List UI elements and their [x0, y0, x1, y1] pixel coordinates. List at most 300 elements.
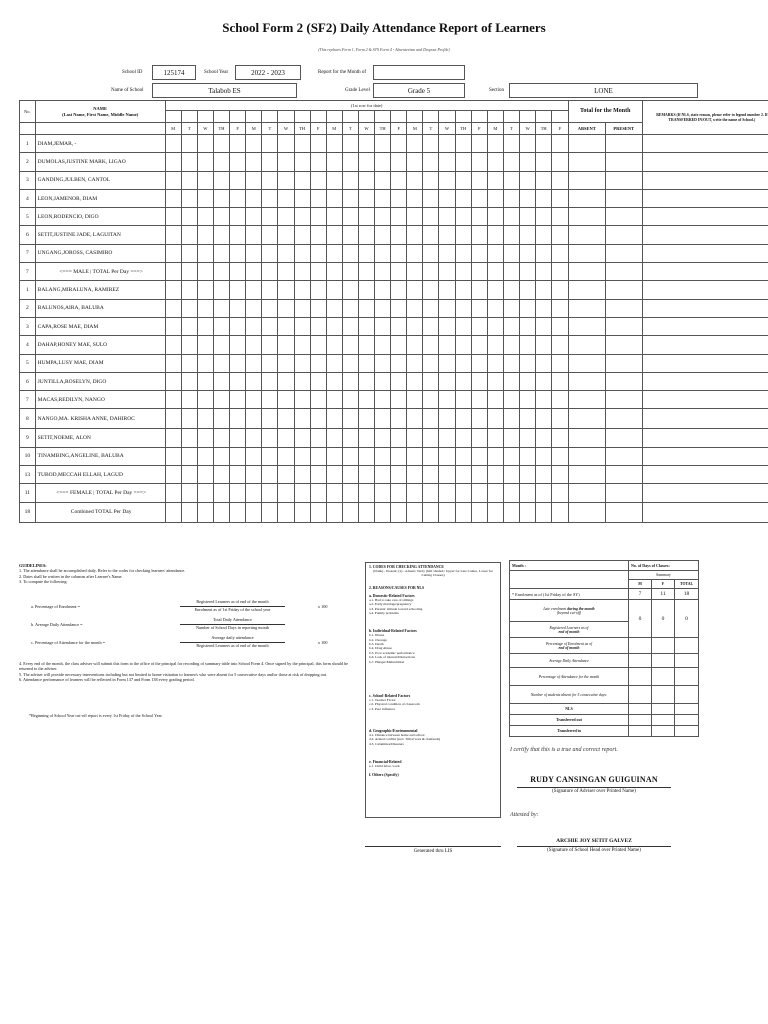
- attendance-cell[interactable]: [503, 372, 519, 390]
- attendance-cell[interactable]: [423, 135, 439, 153]
- attendance-cell[interactable]: [375, 244, 391, 262]
- attendance-cell[interactable]: [181, 244, 197, 262]
- attendance-cell[interactable]: [487, 317, 503, 335]
- date-cell[interactable]: [342, 111, 358, 123]
- attendance-cell[interactable]: [278, 336, 294, 354]
- absent-cell[interactable]: [568, 391, 605, 409]
- attendance-cell[interactable]: [294, 281, 310, 299]
- absent-cell[interactable]: [568, 466, 605, 484]
- attendance-cell[interactable]: [375, 372, 391, 390]
- attendance-cell[interactable]: [375, 502, 391, 522]
- attendance-cell[interactable]: [471, 429, 487, 447]
- attendance-cell[interactable]: [278, 135, 294, 153]
- remarks-cell[interactable]: [642, 409, 768, 429]
- attendance-cell[interactable]: [246, 244, 262, 262]
- attendance-cell[interactable]: [262, 189, 278, 207]
- attendance-cell[interactable]: [552, 171, 569, 189]
- remarks-cell[interactable]: [642, 244, 768, 262]
- date-cell[interactable]: [487, 111, 503, 123]
- attendance-cell[interactable]: [358, 189, 374, 207]
- attendance-cell[interactable]: [358, 391, 374, 409]
- attendance-cell[interactable]: [536, 391, 552, 409]
- attendance-cell[interactable]: [181, 409, 197, 429]
- attendance-cell[interactable]: [326, 336, 342, 354]
- attendance-cell[interactable]: [246, 447, 262, 465]
- attendance-cell[interactable]: [246, 153, 262, 171]
- attendance-cell[interactable]: [246, 336, 262, 354]
- attendance-cell[interactable]: [503, 299, 519, 317]
- attendance-cell[interactable]: [181, 208, 197, 226]
- attendance-cell[interactable]: [181, 153, 197, 171]
- attendance-cell[interactable]: [423, 336, 439, 354]
- attendance-cell[interactable]: [471, 153, 487, 171]
- attendance-cell[interactable]: [391, 484, 407, 502]
- attendance-cell[interactable]: [503, 336, 519, 354]
- attendance-cell[interactable]: [262, 447, 278, 465]
- attendance-cell[interactable]: [407, 409, 423, 429]
- attendance-cell[interactable]: [407, 502, 423, 522]
- attendance-cell[interactable]: [520, 466, 536, 484]
- attendance-cell[interactable]: [358, 354, 374, 372]
- attendance-cell[interactable]: [439, 208, 455, 226]
- attendance-cell[interactable]: [552, 153, 569, 171]
- attendance-cell[interactable]: [165, 354, 181, 372]
- attendance-cell[interactable]: [487, 391, 503, 409]
- attendance-cell[interactable]: [246, 484, 262, 502]
- present-cell[interactable]: [605, 135, 642, 153]
- attendance-cell[interactable]: [165, 409, 181, 429]
- absent-cell[interactable]: [568, 409, 605, 429]
- attendance-cell[interactable]: [471, 299, 487, 317]
- attendance-cell[interactable]: [455, 299, 471, 317]
- attendance-cell[interactable]: [439, 263, 455, 281]
- attendance-cell[interactable]: [326, 135, 342, 153]
- absent-cell[interactable]: [568, 372, 605, 390]
- attendance-cell[interactable]: [536, 189, 552, 207]
- attendance-cell[interactable]: [294, 354, 310, 372]
- attendance-cell[interactable]: [503, 429, 519, 447]
- attendance-cell[interactable]: [520, 244, 536, 262]
- attendance-cell[interactable]: [423, 484, 439, 502]
- remarks-cell[interactable]: [642, 372, 768, 390]
- remarks-cell[interactable]: [642, 447, 768, 465]
- present-cell[interactable]: [605, 354, 642, 372]
- attendance-cell[interactable]: [294, 226, 310, 244]
- attendance-cell[interactable]: [375, 208, 391, 226]
- attendance-cell[interactable]: [552, 281, 569, 299]
- attendance-cell[interactable]: [246, 281, 262, 299]
- attendance-cell[interactable]: [342, 447, 358, 465]
- attendance-cell[interactable]: [197, 336, 213, 354]
- remarks-cell[interactable]: [642, 153, 768, 171]
- attendance-cell[interactable]: [230, 263, 246, 281]
- attendance-cell[interactable]: [358, 502, 374, 522]
- attendance-cell[interactable]: [552, 429, 569, 447]
- attendance-cell[interactable]: [375, 484, 391, 502]
- attendance-cell[interactable]: [342, 354, 358, 372]
- attendance-cell[interactable]: [262, 502, 278, 522]
- attendance-cell[interactable]: [342, 317, 358, 335]
- attendance-cell[interactable]: [375, 354, 391, 372]
- attendance-cell[interactable]: [165, 171, 181, 189]
- attendance-cell[interactable]: [294, 409, 310, 429]
- attendance-cell[interactable]: [213, 208, 229, 226]
- attendance-cell[interactable]: [342, 299, 358, 317]
- attendance-cell[interactable]: [536, 153, 552, 171]
- attendance-cell[interactable]: [455, 153, 471, 171]
- attendance-cell[interactable]: [471, 409, 487, 429]
- attendance-cell[interactable]: [310, 208, 326, 226]
- remarks-cell[interactable]: [642, 502, 768, 522]
- attendance-cell[interactable]: [552, 336, 569, 354]
- date-cell[interactable]: [165, 111, 181, 123]
- attendance-cell[interactable]: [310, 189, 326, 207]
- attendance-cell[interactable]: [278, 208, 294, 226]
- attendance-cell[interactable]: [552, 189, 569, 207]
- attendance-cell[interactable]: [310, 336, 326, 354]
- remarks-cell[interactable]: [642, 391, 768, 409]
- attendance-cell[interactable]: [326, 484, 342, 502]
- absent-cell[interactable]: [568, 208, 605, 226]
- attendance-cell[interactable]: [455, 226, 471, 244]
- attendance-cell[interactable]: [552, 372, 569, 390]
- attendance-cell[interactable]: [520, 409, 536, 429]
- attendance-cell[interactable]: [536, 281, 552, 299]
- attendance-cell[interactable]: [552, 466, 569, 484]
- attendance-cell[interactable]: [197, 466, 213, 484]
- attendance-cell[interactable]: [375, 263, 391, 281]
- attendance-cell[interactable]: [503, 171, 519, 189]
- absent-cell[interactable]: [568, 447, 605, 465]
- attendance-cell[interactable]: [520, 281, 536, 299]
- attendance-cell[interactable]: [358, 372, 374, 390]
- attendance-cell[interactable]: [326, 299, 342, 317]
- attendance-cell[interactable]: [375, 429, 391, 447]
- attendance-cell[interactable]: [294, 153, 310, 171]
- attendance-cell[interactable]: [326, 317, 342, 335]
- attendance-cell[interactable]: [391, 281, 407, 299]
- attendance-cell[interactable]: [455, 372, 471, 390]
- absent-cell[interactable]: [568, 281, 605, 299]
- attendance-cell[interactable]: [375, 153, 391, 171]
- attendance-cell[interactable]: [326, 372, 342, 390]
- attendance-cell[interactable]: [246, 208, 262, 226]
- attendance-cell[interactable]: [246, 372, 262, 390]
- attendance-cell[interactable]: [536, 336, 552, 354]
- absent-cell[interactable]: [568, 226, 605, 244]
- attendance-cell[interactable]: [358, 447, 374, 465]
- date-cell[interactable]: [423, 111, 439, 123]
- attendance-cell[interactable]: [391, 226, 407, 244]
- attendance-cell[interactable]: [536, 409, 552, 429]
- attendance-cell[interactable]: [262, 466, 278, 484]
- date-cell[interactable]: [358, 111, 374, 123]
- attendance-cell[interactable]: [407, 484, 423, 502]
- attendance-cell[interactable]: [358, 153, 374, 171]
- attendance-cell[interactable]: [213, 409, 229, 429]
- attendance-cell[interactable]: [358, 409, 374, 429]
- attendance-cell[interactable]: [326, 354, 342, 372]
- attendance-cell[interactable]: [552, 409, 569, 429]
- attendance-cell[interactable]: [407, 299, 423, 317]
- attendance-cell[interactable]: [213, 466, 229, 484]
- attendance-cell[interactable]: [213, 502, 229, 522]
- attendance-cell[interactable]: [246, 391, 262, 409]
- attendance-cell[interactable]: [520, 153, 536, 171]
- attendance-cell[interactable]: [246, 429, 262, 447]
- attendance-cell[interactable]: [213, 135, 229, 153]
- attendance-cell[interactable]: [278, 409, 294, 429]
- attendance-cell[interactable]: [197, 429, 213, 447]
- attendance-cell[interactable]: [487, 281, 503, 299]
- attendance-cell[interactable]: [342, 502, 358, 522]
- attendance-cell[interactable]: [471, 226, 487, 244]
- attendance-cell[interactable]: [358, 299, 374, 317]
- attendance-cell[interactable]: [423, 208, 439, 226]
- attendance-cell[interactable]: [407, 336, 423, 354]
- attendance-cell[interactable]: [536, 484, 552, 502]
- attendance-cell[interactable]: [294, 391, 310, 409]
- attendance-cell[interactable]: [294, 447, 310, 465]
- attendance-cell[interactable]: [213, 372, 229, 390]
- attendance-cell[interactable]: [181, 171, 197, 189]
- attendance-cell[interactable]: [423, 244, 439, 262]
- attendance-cell[interactable]: [423, 354, 439, 372]
- attendance-cell[interactable]: [439, 372, 455, 390]
- attendance-cell[interactable]: [246, 502, 262, 522]
- attendance-cell[interactable]: [278, 466, 294, 484]
- attendance-cell[interactable]: [503, 208, 519, 226]
- grade-level-field[interactable]: Grade 5: [373, 83, 465, 98]
- attendance-cell[interactable]: [536, 466, 552, 484]
- attendance-cell[interactable]: [503, 447, 519, 465]
- attendance-cell[interactable]: [503, 502, 519, 522]
- present-cell[interactable]: [605, 372, 642, 390]
- attendance-cell[interactable]: [197, 171, 213, 189]
- attendance-cell[interactable]: [358, 263, 374, 281]
- attendance-cell[interactable]: [503, 281, 519, 299]
- attendance-cell[interactable]: [326, 244, 342, 262]
- absent-cell[interactable]: [568, 317, 605, 335]
- attendance-cell[interactable]: [520, 336, 536, 354]
- date-cell[interactable]: [310, 111, 326, 123]
- attendance-cell[interactable]: [439, 409, 455, 429]
- attendance-cell[interactable]: [262, 299, 278, 317]
- attendance-cell[interactable]: [213, 391, 229, 409]
- attendance-cell[interactable]: [294, 372, 310, 390]
- attendance-cell[interactable]: [487, 466, 503, 484]
- attendance-cell[interactable]: [278, 153, 294, 171]
- absent-cell[interactable]: [568, 171, 605, 189]
- attendance-cell[interactable]: [165, 466, 181, 484]
- attendance-cell[interactable]: [552, 226, 569, 244]
- attendance-cell[interactable]: [520, 208, 536, 226]
- attendance-cell[interactable]: [262, 153, 278, 171]
- attendance-cell[interactable]: [278, 391, 294, 409]
- attendance-cell[interactable]: [375, 447, 391, 465]
- absent-cell[interactable]: [568, 244, 605, 262]
- attendance-cell[interactable]: [213, 447, 229, 465]
- attendance-cell[interactable]: [181, 317, 197, 335]
- attendance-cell[interactable]: [342, 429, 358, 447]
- date-cell[interactable]: [294, 111, 310, 123]
- attendance-cell[interactable]: [246, 135, 262, 153]
- present-cell[interactable]: [605, 484, 642, 502]
- attendance-cell[interactable]: [503, 317, 519, 335]
- attendance-cell[interactable]: [165, 317, 181, 335]
- attendance-cell[interactable]: [213, 317, 229, 335]
- attendance-cell[interactable]: [230, 502, 246, 522]
- attendance-cell[interactable]: [294, 244, 310, 262]
- attendance-cell[interactable]: [310, 135, 326, 153]
- present-cell[interactable]: [605, 391, 642, 409]
- attendance-cell[interactable]: [358, 226, 374, 244]
- attendance-cell[interactable]: [294, 484, 310, 502]
- attendance-cell[interactable]: [197, 372, 213, 390]
- attendance-cell[interactable]: [455, 354, 471, 372]
- absent-cell[interactable]: [568, 135, 605, 153]
- attendance-cell[interactable]: [342, 281, 358, 299]
- attendance-cell[interactable]: [246, 354, 262, 372]
- remarks-cell[interactable]: [642, 263, 768, 281]
- attendance-cell[interactable]: [230, 391, 246, 409]
- attendance-cell[interactable]: [471, 502, 487, 522]
- attendance-cell[interactable]: [439, 299, 455, 317]
- attendance-cell[interactable]: [487, 429, 503, 447]
- attendance-cell[interactable]: [423, 153, 439, 171]
- section-field[interactable]: LONE: [509, 83, 698, 98]
- attendance-cell[interactable]: [262, 244, 278, 262]
- attendance-cell[interactable]: [520, 429, 536, 447]
- attendance-cell[interactable]: [230, 466, 246, 484]
- remarks-cell[interactable]: [642, 135, 768, 153]
- attendance-cell[interactable]: [213, 484, 229, 502]
- attendance-cell[interactable]: [358, 208, 374, 226]
- attendance-cell[interactable]: [326, 171, 342, 189]
- attendance-cell[interactable]: [552, 391, 569, 409]
- absent-cell[interactable]: [568, 189, 605, 207]
- attendance-cell[interactable]: [278, 484, 294, 502]
- attendance-cell[interactable]: [407, 281, 423, 299]
- attendance-cell[interactable]: [391, 317, 407, 335]
- attendance-cell[interactable]: [326, 226, 342, 244]
- attendance-cell[interactable]: [439, 502, 455, 522]
- attendance-cell[interactable]: [230, 135, 246, 153]
- attendance-cell[interactable]: [165, 447, 181, 465]
- attendance-cell[interactable]: [487, 244, 503, 262]
- attendance-cell[interactable]: [262, 391, 278, 409]
- attendance-cell[interactable]: [230, 299, 246, 317]
- attendance-cell[interactable]: [423, 263, 439, 281]
- attendance-cell[interactable]: [310, 299, 326, 317]
- date-cell[interactable]: [197, 111, 213, 123]
- attendance-cell[interactable]: [439, 447, 455, 465]
- attendance-cell[interactable]: [375, 135, 391, 153]
- attendance-cell[interactable]: [262, 429, 278, 447]
- attendance-cell[interactable]: [391, 263, 407, 281]
- attendance-cell[interactable]: [471, 466, 487, 484]
- attendance-cell[interactable]: [407, 244, 423, 262]
- attendance-cell[interactable]: [391, 354, 407, 372]
- date-cell[interactable]: [455, 111, 471, 123]
- attendance-cell[interactable]: [310, 354, 326, 372]
- attendance-cell[interactable]: [455, 208, 471, 226]
- attendance-cell[interactable]: [294, 299, 310, 317]
- attendance-cell[interactable]: [487, 299, 503, 317]
- attendance-cell[interactable]: [471, 372, 487, 390]
- attendance-cell[interactable]: [487, 484, 503, 502]
- attendance-cell[interactable]: [552, 135, 569, 153]
- attendance-cell[interactable]: [165, 391, 181, 409]
- attendance-cell[interactable]: [407, 135, 423, 153]
- attendance-cell[interactable]: [471, 281, 487, 299]
- attendance-cell[interactable]: [262, 409, 278, 429]
- attendance-cell[interactable]: [407, 391, 423, 409]
- present-cell[interactable]: [605, 429, 642, 447]
- attendance-cell[interactable]: [310, 171, 326, 189]
- attendance-cell[interactable]: [230, 336, 246, 354]
- present-cell[interactable]: [605, 208, 642, 226]
- attendance-cell[interactable]: [294, 429, 310, 447]
- attendance-cell[interactable]: [197, 244, 213, 262]
- attendance-cell[interactable]: [536, 429, 552, 447]
- attendance-cell[interactable]: [407, 153, 423, 171]
- attendance-cell[interactable]: [197, 263, 213, 281]
- attendance-cell[interactable]: [230, 153, 246, 171]
- attendance-cell[interactable]: [262, 281, 278, 299]
- attendance-cell[interactable]: [262, 336, 278, 354]
- attendance-cell[interactable]: [213, 226, 229, 244]
- attendance-cell[interactable]: [423, 429, 439, 447]
- attendance-cell[interactable]: [423, 299, 439, 317]
- attendance-cell[interactable]: [310, 372, 326, 390]
- attendance-cell[interactable]: [471, 336, 487, 354]
- attendance-cell[interactable]: [455, 409, 471, 429]
- attendance-cell[interactable]: [213, 153, 229, 171]
- attendance-cell[interactable]: [230, 281, 246, 299]
- attendance-cell[interactable]: [520, 189, 536, 207]
- attendance-cell[interactable]: [391, 447, 407, 465]
- present-cell[interactable]: [605, 466, 642, 484]
- attendance-cell[interactable]: [326, 429, 342, 447]
- attendance-cell[interactable]: [471, 317, 487, 335]
- attendance-cell[interactable]: [520, 299, 536, 317]
- attendance-cell[interactable]: [423, 171, 439, 189]
- attendance-cell[interactable]: [471, 354, 487, 372]
- attendance-cell[interactable]: [165, 135, 181, 153]
- attendance-cell[interactable]: [197, 447, 213, 465]
- attendance-cell[interactable]: [439, 135, 455, 153]
- attendance-cell[interactable]: [310, 281, 326, 299]
- attendance-cell[interactable]: [342, 153, 358, 171]
- attendance-cell[interactable]: [262, 317, 278, 335]
- present-cell[interactable]: [605, 502, 642, 522]
- attendance-cell[interactable]: [407, 429, 423, 447]
- attendance-cell[interactable]: [197, 208, 213, 226]
- attendance-cell[interactable]: [165, 372, 181, 390]
- attendance-cell[interactable]: [487, 336, 503, 354]
- attendance-cell[interactable]: [230, 372, 246, 390]
- attendance-cell[interactable]: [181, 429, 197, 447]
- attendance-cell[interactable]: [391, 244, 407, 262]
- report-month-field[interactable]: [373, 65, 465, 80]
- attendance-cell[interactable]: [471, 391, 487, 409]
- attendance-cell[interactable]: [165, 484, 181, 502]
- attendance-cell[interactable]: [342, 391, 358, 409]
- attendance-cell[interactable]: [310, 409, 326, 429]
- attendance-cell[interactable]: [213, 429, 229, 447]
- attendance-cell[interactable]: [262, 208, 278, 226]
